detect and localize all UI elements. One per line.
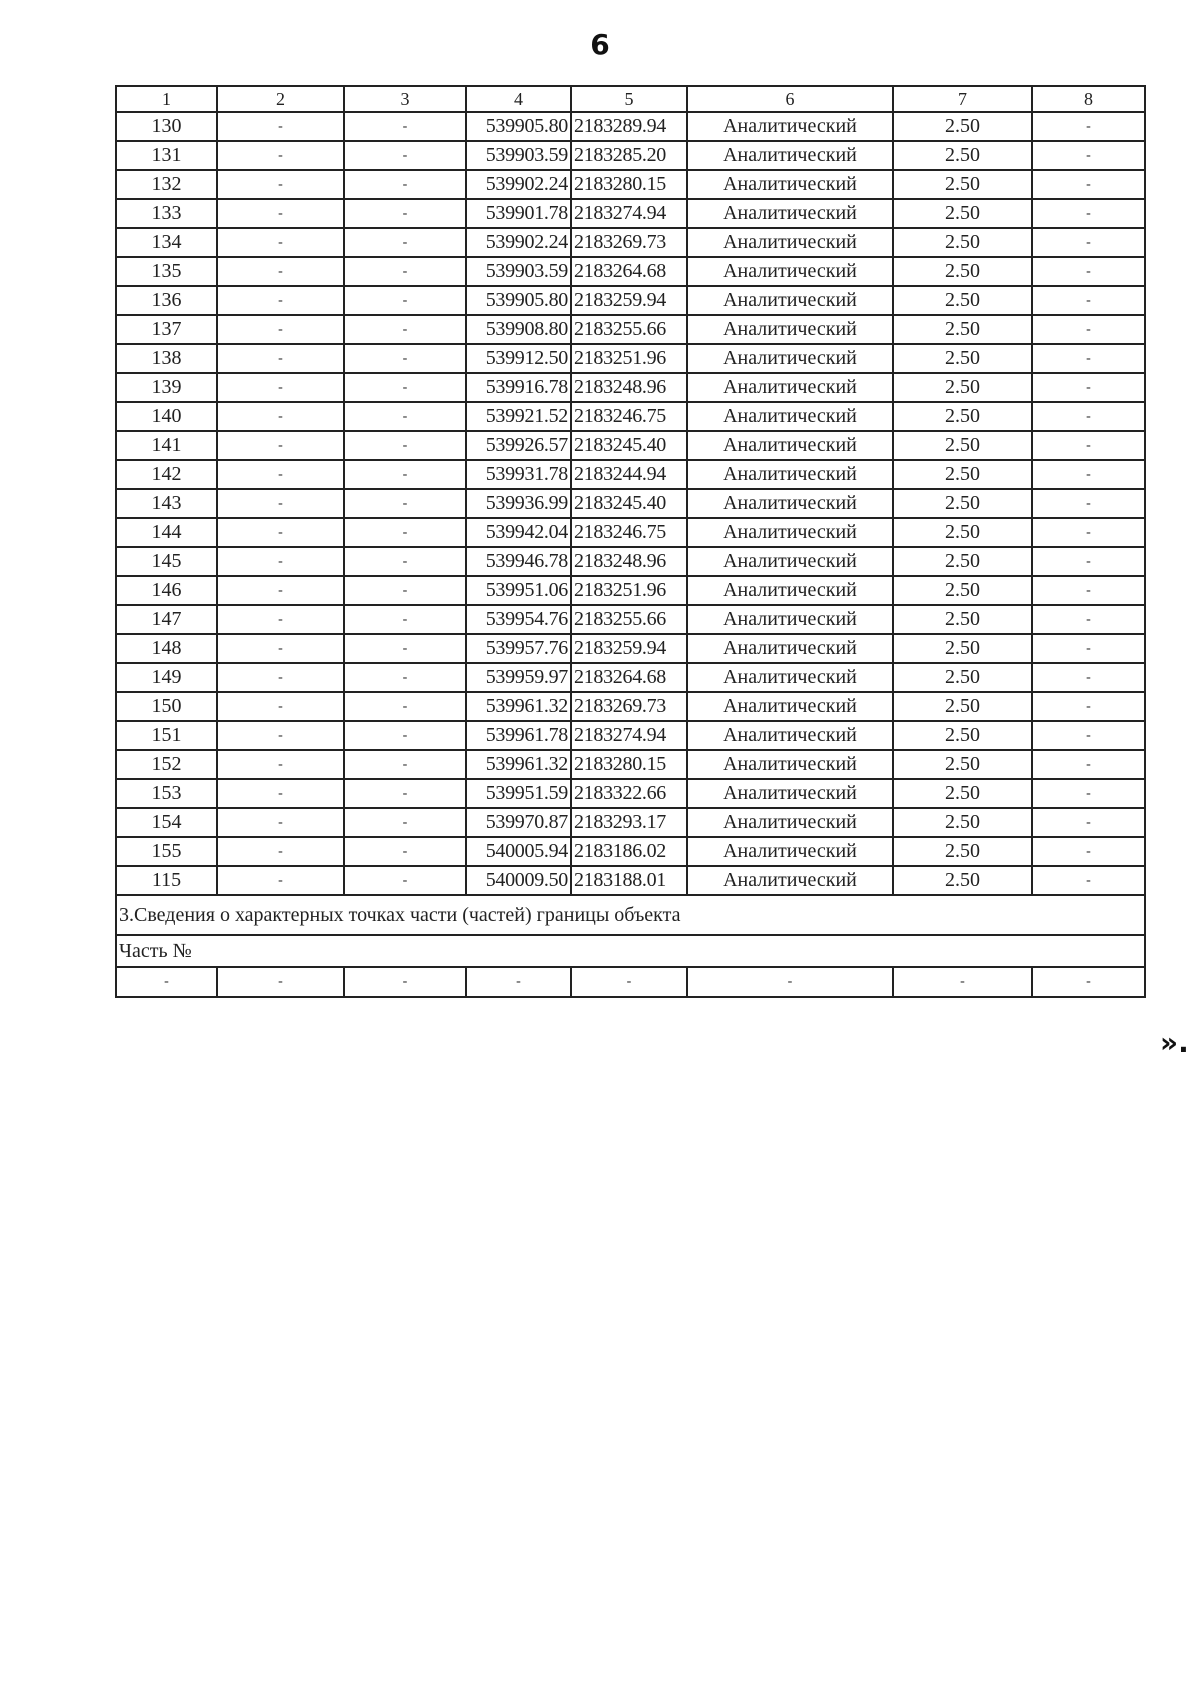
x-coordinate-cell: 539905.80 xyxy=(466,286,571,315)
x-coordinate-cell: 539903.59 xyxy=(466,257,571,286)
column-8-cell: - xyxy=(1032,373,1145,402)
y-coordinate-cell: 2183245.40 xyxy=(571,489,687,518)
x-coordinate-cell: 539957.76 xyxy=(466,634,571,663)
accuracy-cell: 2.50 xyxy=(893,750,1032,779)
method-cell: Аналитический xyxy=(687,170,893,199)
point-number-cell: 153 xyxy=(116,779,217,808)
point-number-cell: 137 xyxy=(116,315,217,344)
column-3-cell: - xyxy=(344,257,466,286)
column-3-cell: - xyxy=(344,141,466,170)
y-coordinate-cell: 2183248.96 xyxy=(571,547,687,576)
accuracy-cell: 2.50 xyxy=(893,315,1032,344)
method-cell: Аналитический xyxy=(687,460,893,489)
y-coordinate-cell: 2183293.17 xyxy=(571,808,687,837)
table-row xyxy=(116,866,1145,895)
y-coordinate-cell: 2183264.68 xyxy=(571,257,687,286)
point-number-cell: 146 xyxy=(116,576,217,605)
section-title: 3.Сведения о характерных точках части (частей) границы объекта xyxy=(116,895,1145,935)
column-8-cell: - xyxy=(1032,170,1145,199)
column-3-cell: - xyxy=(344,112,466,141)
table-row xyxy=(116,692,1145,721)
table-row xyxy=(116,373,1145,402)
column-3-cell: - xyxy=(344,199,466,228)
x-coordinate-cell: 539902.24 xyxy=(466,228,571,257)
point-number-cell: 151 xyxy=(116,721,217,750)
column-3-cell: - xyxy=(344,721,466,750)
point-number-cell: 143 xyxy=(116,489,217,518)
method-cell: Аналитический xyxy=(687,489,893,518)
point-number-cell: 152 xyxy=(116,750,217,779)
x-coordinate-cell: 540009.50 xyxy=(466,866,571,895)
column-2-cell: - xyxy=(217,779,344,808)
y-coordinate-cell: 2183186.02 xyxy=(571,837,687,866)
x-coordinate-cell: 539902.24 xyxy=(466,170,571,199)
table-row xyxy=(116,721,1145,750)
column-3-cell: - xyxy=(344,866,466,895)
column-8-cell: - xyxy=(1032,199,1145,228)
x-coordinate-cell: 539961.32 xyxy=(466,692,571,721)
table-row xyxy=(116,837,1145,866)
table-row xyxy=(116,547,1145,576)
column-3-cell: - xyxy=(344,750,466,779)
table-row xyxy=(116,576,1145,605)
column-8-cell: - xyxy=(1032,402,1145,431)
x-coordinate-cell: 540005.94 xyxy=(466,837,571,866)
column-2-cell: - xyxy=(217,170,344,199)
method-cell: Аналитический xyxy=(687,663,893,692)
column-8-cell: - xyxy=(1032,721,1145,750)
table-row xyxy=(116,663,1145,692)
accuracy-cell: 2.50 xyxy=(893,402,1032,431)
y-coordinate-cell: 2183322.66 xyxy=(571,779,687,808)
accuracy-cell: 2.50 xyxy=(893,257,1032,286)
y-coordinate-cell: 2183255.66 xyxy=(571,315,687,344)
method-cell: Аналитический xyxy=(687,808,893,837)
table-row xyxy=(116,605,1145,634)
point-number-cell: 148 xyxy=(116,634,217,663)
x-coordinate-cell: 539926.57 xyxy=(466,431,571,460)
method-cell: Аналитический xyxy=(687,866,893,895)
accuracy-cell: 2.50 xyxy=(893,576,1032,605)
y-coordinate-cell: 2183259.94 xyxy=(571,634,687,663)
accuracy-cell: 2.50 xyxy=(893,460,1032,489)
column-8-cell: - xyxy=(1032,489,1145,518)
column-2-cell: - xyxy=(217,866,344,895)
method-cell: Аналитический xyxy=(687,721,893,750)
column-3-cell: - xyxy=(344,170,466,199)
method-cell: Аналитический xyxy=(687,634,893,663)
method-cell: Аналитический xyxy=(687,112,893,141)
y-coordinate-cell: 2183246.75 xyxy=(571,518,687,547)
x-coordinate-cell: 539921.52 xyxy=(466,402,571,431)
column-2-cell: - xyxy=(217,576,344,605)
x-coordinate-cell: 539959.97 xyxy=(466,663,571,692)
table-row xyxy=(116,431,1145,460)
table-row xyxy=(116,808,1145,837)
part-data-cell: - xyxy=(893,967,1032,997)
point-number-cell: 131 xyxy=(116,141,217,170)
column-2-cell: - xyxy=(217,344,344,373)
column-3-cell: - xyxy=(344,605,466,634)
accuracy-cell: 2.50 xyxy=(893,605,1032,634)
accuracy-cell: 2.50 xyxy=(893,692,1032,721)
column-header: 1 xyxy=(116,86,217,112)
point-number-cell: 144 xyxy=(116,518,217,547)
column-2-cell: - xyxy=(217,547,344,576)
column-3-cell: - xyxy=(344,286,466,315)
y-coordinate-cell: 2183269.73 xyxy=(571,228,687,257)
y-coordinate-cell: 2183269.73 xyxy=(571,692,687,721)
column-2-cell: - xyxy=(217,489,344,518)
column-2-cell: - xyxy=(217,837,344,866)
table-row xyxy=(116,750,1145,779)
x-coordinate-cell: 539916.78 xyxy=(466,373,571,402)
column-3-cell: - xyxy=(344,692,466,721)
x-coordinate-cell: 539905.80 xyxy=(466,112,571,141)
accuracy-cell: 2.50 xyxy=(893,663,1032,692)
part-label: Часть № xyxy=(116,935,1145,967)
column-2-cell: - xyxy=(217,315,344,344)
column-header: 8 xyxy=(1032,86,1145,112)
accuracy-cell: 2.50 xyxy=(893,837,1032,866)
table-row xyxy=(116,518,1145,547)
point-number-cell: 141 xyxy=(116,431,217,460)
y-coordinate-cell: 2183188.01 xyxy=(571,866,687,895)
column-2-cell: - xyxy=(217,605,344,634)
point-number-cell: 150 xyxy=(116,692,217,721)
part-data-cell: - xyxy=(466,967,571,997)
y-coordinate-cell: 2183280.15 xyxy=(571,750,687,779)
column-2-cell: - xyxy=(217,721,344,750)
column-8-cell: - xyxy=(1032,779,1145,808)
y-coordinate-cell: 2183255.66 xyxy=(571,605,687,634)
column-8-cell: - xyxy=(1032,692,1145,721)
column-header: 6 xyxy=(687,86,893,112)
table-row xyxy=(116,286,1145,315)
column-2-cell: - xyxy=(217,808,344,837)
y-coordinate-cell: 2183264.68 xyxy=(571,663,687,692)
method-cell: Аналитический xyxy=(687,547,893,576)
accuracy-cell: 2.50 xyxy=(893,866,1032,895)
y-coordinate-cell: 2183245.40 xyxy=(571,431,687,460)
table-row xyxy=(116,460,1145,489)
column-3-cell: - xyxy=(344,837,466,866)
column-8-cell: - xyxy=(1032,634,1145,663)
part-data-cell: - xyxy=(687,967,893,997)
column-3-cell: - xyxy=(344,402,466,431)
y-coordinate-cell: 2183285.20 xyxy=(571,141,687,170)
table-row xyxy=(116,315,1145,344)
table-row xyxy=(116,257,1145,286)
y-coordinate-cell: 2183251.96 xyxy=(571,576,687,605)
point-number-cell: 149 xyxy=(116,663,217,692)
point-number-cell: 138 xyxy=(116,344,217,373)
table-row xyxy=(116,170,1145,199)
method-cell: Аналитический xyxy=(687,315,893,344)
column-3-cell: - xyxy=(344,634,466,663)
column-header: 3 xyxy=(344,86,466,112)
column-8-cell: - xyxy=(1032,750,1145,779)
part-data-cell: - xyxy=(344,967,466,997)
x-coordinate-cell: 539931.78 xyxy=(466,460,571,489)
part-data-row xyxy=(116,967,1145,997)
column-header: 2 xyxy=(217,86,344,112)
accuracy-cell: 2.50 xyxy=(893,634,1032,663)
table-row xyxy=(116,112,1145,141)
column-8-cell: - xyxy=(1032,257,1145,286)
method-cell: Аналитический xyxy=(687,286,893,315)
method-cell: Аналитический xyxy=(687,402,893,431)
column-2-cell: - xyxy=(217,141,344,170)
accuracy-cell: 2.50 xyxy=(893,721,1032,750)
column-8-cell: - xyxy=(1032,518,1145,547)
x-coordinate-cell: 539901.78 xyxy=(466,199,571,228)
accuracy-cell: 2.50 xyxy=(893,199,1032,228)
accuracy-cell: 2.50 xyxy=(893,228,1032,257)
x-coordinate-cell: 539951.06 xyxy=(466,576,571,605)
column-2-cell: - xyxy=(217,518,344,547)
accuracy-cell: 2.50 xyxy=(893,518,1032,547)
y-coordinate-cell: 2183274.94 xyxy=(571,721,687,750)
point-number-cell: 139 xyxy=(116,373,217,402)
x-coordinate-cell: 539903.59 xyxy=(466,141,571,170)
table-row xyxy=(116,141,1145,170)
column-3-cell: - xyxy=(344,344,466,373)
point-number-cell: 136 xyxy=(116,286,217,315)
y-coordinate-cell: 2183259.94 xyxy=(571,286,687,315)
column-3-cell: - xyxy=(344,663,466,692)
x-coordinate-cell: 539970.87 xyxy=(466,808,571,837)
column-3-cell: - xyxy=(344,576,466,605)
y-coordinate-cell: 2183280.15 xyxy=(571,170,687,199)
method-cell: Аналитический xyxy=(687,199,893,228)
coordinates-table xyxy=(115,85,1146,998)
method-cell: Аналитический xyxy=(687,605,893,634)
column-2-cell: - xyxy=(217,663,344,692)
column-8-cell: - xyxy=(1032,808,1145,837)
part-data-cell: - xyxy=(116,967,217,997)
column-8-cell: - xyxy=(1032,576,1145,605)
x-coordinate-cell: 539942.04 xyxy=(466,518,571,547)
accuracy-cell: 2.50 xyxy=(893,141,1032,170)
column-3-cell: - xyxy=(344,228,466,257)
column-2-cell: - xyxy=(217,692,344,721)
accuracy-cell: 2.50 xyxy=(893,112,1032,141)
x-coordinate-cell: 539951.59 xyxy=(466,779,571,808)
column-2-cell: - xyxy=(217,257,344,286)
accuracy-cell: 2.50 xyxy=(893,779,1032,808)
column-8-cell: - xyxy=(1032,460,1145,489)
accuracy-cell: 2.50 xyxy=(893,286,1032,315)
accuracy-cell: 2.50 xyxy=(893,170,1032,199)
point-number-cell: 130 xyxy=(116,112,217,141)
accuracy-cell: 2.50 xyxy=(893,431,1032,460)
x-coordinate-cell: 539936.99 xyxy=(466,489,571,518)
column-3-cell: - xyxy=(344,547,466,576)
column-8-cell: - xyxy=(1032,837,1145,866)
method-cell: Аналитический xyxy=(687,779,893,808)
table-row xyxy=(116,634,1145,663)
accuracy-cell: 2.50 xyxy=(893,344,1032,373)
method-cell: Аналитический xyxy=(687,837,893,866)
point-number-cell: 135 xyxy=(116,257,217,286)
accuracy-cell: 2.50 xyxy=(893,373,1032,402)
closing-quote-mark: ». xyxy=(1160,1026,1189,1059)
column-2-cell: - xyxy=(217,431,344,460)
point-number-cell: 133 xyxy=(116,199,217,228)
point-number-cell: 145 xyxy=(116,547,217,576)
method-cell: Аналитический xyxy=(687,228,893,257)
column-header: 7 xyxy=(893,86,1032,112)
column-3-cell: - xyxy=(344,315,466,344)
column-3-cell: - xyxy=(344,518,466,547)
column-2-cell: - xyxy=(217,112,344,141)
method-cell: Аналитический xyxy=(687,692,893,721)
column-8-cell: - xyxy=(1032,547,1145,576)
column-2-cell: - xyxy=(217,634,344,663)
x-coordinate-cell: 539912.50 xyxy=(466,344,571,373)
method-cell: Аналитический xyxy=(687,750,893,779)
method-cell: Аналитический xyxy=(687,141,893,170)
table-row xyxy=(116,199,1145,228)
column-2-cell: - xyxy=(217,750,344,779)
column-2-cell: - xyxy=(217,228,344,257)
accuracy-cell: 2.50 xyxy=(893,808,1032,837)
method-cell: Аналитический xyxy=(687,576,893,605)
part-data-cell: - xyxy=(217,967,344,997)
table-row xyxy=(116,779,1145,808)
x-coordinate-cell: 539946.78 xyxy=(466,547,571,576)
y-coordinate-cell: 2183251.96 xyxy=(571,344,687,373)
point-number-cell: 155 xyxy=(116,837,217,866)
y-coordinate-cell: 2183244.94 xyxy=(571,460,687,489)
point-number-cell: 132 xyxy=(116,170,217,199)
column-3-cell: - xyxy=(344,460,466,489)
y-coordinate-cell: 2183274.94 xyxy=(571,199,687,228)
y-coordinate-cell: 2183289.94 xyxy=(571,112,687,141)
x-coordinate-cell: 539954.76 xyxy=(466,605,571,634)
accuracy-cell: 2.50 xyxy=(893,489,1032,518)
column-8-cell: - xyxy=(1032,866,1145,895)
column-header: 5 xyxy=(571,86,687,112)
method-cell: Аналитический xyxy=(687,344,893,373)
column-2-cell: - xyxy=(217,286,344,315)
column-3-cell: - xyxy=(344,431,466,460)
point-number-cell: 115 xyxy=(116,866,217,895)
table-row xyxy=(116,489,1145,518)
column-3-cell: - xyxy=(344,489,466,518)
column-3-cell: - xyxy=(344,373,466,402)
column-8-cell: - xyxy=(1032,431,1145,460)
part-data-cell: - xyxy=(571,967,687,997)
point-number-cell: 147 xyxy=(116,605,217,634)
column-8-cell: - xyxy=(1032,141,1145,170)
method-cell: Аналитический xyxy=(687,257,893,286)
x-coordinate-cell: 539908.80 xyxy=(466,315,571,344)
column-8-cell: - xyxy=(1032,315,1145,344)
column-header: 4 xyxy=(466,86,571,112)
column-2-cell: - xyxy=(217,199,344,228)
x-coordinate-cell: 539961.78 xyxy=(466,721,571,750)
part-data-cell: - xyxy=(1032,967,1145,997)
y-coordinate-cell: 2183246.75 xyxy=(571,402,687,431)
point-number-cell: 140 xyxy=(116,402,217,431)
column-8-cell: - xyxy=(1032,344,1145,373)
column-8-cell: - xyxy=(1032,286,1145,315)
method-cell: Аналитический xyxy=(687,373,893,402)
x-coordinate-cell: 539961.32 xyxy=(466,750,571,779)
column-3-cell: - xyxy=(344,779,466,808)
part-label-row xyxy=(116,935,1145,967)
column-2-cell: - xyxy=(217,373,344,402)
column-2-cell: - xyxy=(217,402,344,431)
method-cell: Аналитический xyxy=(687,518,893,547)
page-number: 6 xyxy=(590,28,610,61)
column-8-cell: - xyxy=(1032,112,1145,141)
table-row xyxy=(116,344,1145,373)
table-header-row xyxy=(116,86,1145,112)
column-2-cell: - xyxy=(217,460,344,489)
table-row xyxy=(116,402,1145,431)
accuracy-cell: 2.50 xyxy=(893,547,1032,576)
point-number-cell: 134 xyxy=(116,228,217,257)
column-3-cell: - xyxy=(344,808,466,837)
point-number-cell: 154 xyxy=(116,808,217,837)
column-8-cell: - xyxy=(1032,228,1145,257)
column-8-cell: - xyxy=(1032,605,1145,634)
column-8-cell: - xyxy=(1032,663,1145,692)
table-row xyxy=(116,228,1145,257)
method-cell: Аналитический xyxy=(687,431,893,460)
section-title-row xyxy=(116,895,1145,935)
y-coordinate-cell: 2183248.96 xyxy=(571,373,687,402)
point-number-cell: 142 xyxy=(116,460,217,489)
